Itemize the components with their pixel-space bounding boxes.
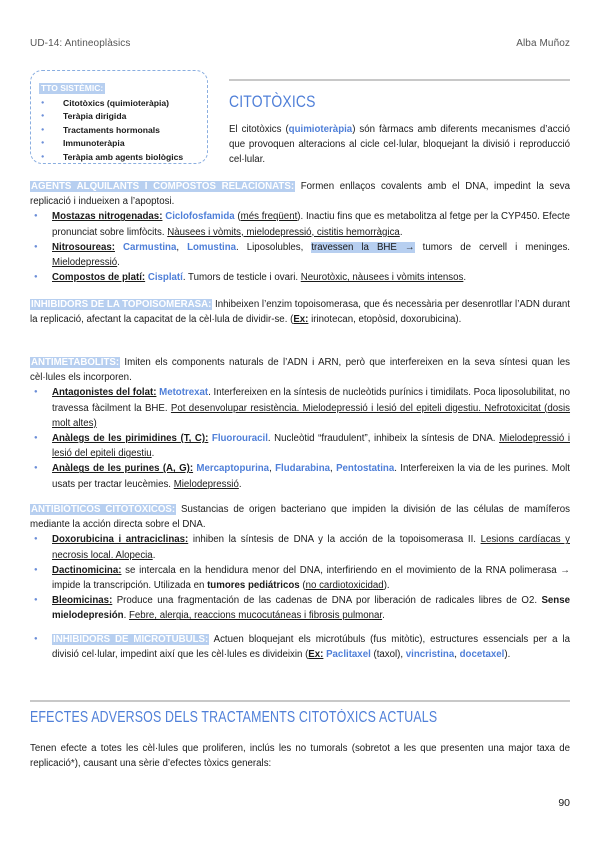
tto-item: ● Immunoteràpia bbox=[39, 137, 201, 150]
header-author: Alba Muñoz bbox=[516, 38, 570, 49]
citotoxics-heading: CITOTÒXICS bbox=[229, 92, 316, 111]
tto-item: ● Citotòxics (quimioteràpia) bbox=[39, 97, 201, 110]
list-item-dactinomicina: ● Dactinomicina: se intercala en la hendidura menor del DNA, interfiriendo en el movimiento de la RNA polimerasa → impide la transcripción. Utilizada en tumores pediátricos (no cardiotoxicidad). bbox=[30, 563, 570, 593]
section-microtubuls bbox=[30, 632, 570, 662]
section-topoisomerasa: INHIBIDORS DE LA TOPOISOMERASA: Inhibeixen l’enzim topoisomerasa, que és necessària per desenrotllar l’ADN durant la replicació, afectant la capacitat de la cèl·lula de dividir-se. (Ex: irinotecan, etopòsid, doxorubicina). bbox=[30, 299, 570, 326]
efectes-text: Tenen efecte a totes les cèl·lules que proliferen, inclús les no tumorals (sobretot a les que presenten una major taxa de replicació*), causant una sèrie d’efectes tòxics generals: bbox=[30, 743, 570, 770]
antimetabolits-list bbox=[30, 385, 570, 491]
keyword-quimioterapia: quimioteràpia bbox=[288, 124, 353, 135]
section-divider bbox=[229, 79, 570, 81]
tto-box-title: TTO SISTÈMIC: bbox=[41, 83, 104, 93]
citotoxics-intro: El citotòxics (quimioteràpia) són fàrmacs amb diferents mecanismes d’acció que provoquen alteracions al cicle cel·lular, bloquejant la divisió i reproducció cel·lular. bbox=[229, 124, 570, 166]
tto-sistemic-box bbox=[30, 70, 208, 164]
header-course-title: UD-14: Antineoplàsics bbox=[30, 38, 131, 49]
tto-item: ● Tractaments hormonals bbox=[39, 124, 201, 137]
section-tag: ANTIBIÓTICOS CITOTÓXICOS: bbox=[31, 504, 176, 515]
list-item-doxorubicina: ● Doxorubicina i antraciclinas: inhiben la síntesis de DNA y la acción de la topoisomerasa II. Lesions cardíacas y necrosis local. Alopecia. bbox=[30, 532, 570, 562]
antibiotics-list bbox=[30, 532, 570, 623]
tto-list bbox=[39, 97, 201, 164]
list-item-folat: ● Antagonistes del folat: Metotrexat. Interfereixen en la síntesis de nucleòtids purínics i timidilats. Poca liposolubilitat, no travessa fàcilment la BHE. Pot desenvolupar resistència. Mielodepressió i lesió del epiteli digestiu. Nefrotoxicitat (dosis molt altes) bbox=[30, 385, 570, 431]
section-tag: INHIBIDORS DE LA TOPOISOMERASA: bbox=[31, 299, 212, 310]
list-item-purines: ● Anàlegs de les purines (A, G): Mercaptopurina, Fludarabina, Pentostatina. Interfereixen la via de les purines. Molt usats per tractar leucèmies. Mielodepressió. bbox=[30, 461, 570, 491]
alquilants-list bbox=[30, 209, 570, 285]
list-item-mostazas: ● Mostazas nitrogenadas: Ciclofosfamida (més freqüent). Inactiu fins que es metabolitza al fetge per la CYP450. Efecte pronunciat sobre limfòcits. Nàusees i vòmits, mielodepressió, cistitis hemorràgica. bbox=[30, 209, 570, 239]
section-antimetabolits: ANTIMETABOLITS: Imiten els components naturals de l’ADN i ARN, però que interfereixen en la seva síntesi quan les cèl·lules els incorporen. ● Antagonistes del folat: Metotrexat. Interfereixen en la síntesis de nucleòtids purínics i timidilats. Poca liposolubilitat, no travessa fàcilment la BHE. Pot desenvolupar resistència. Mielodepressió i lesió del epiteli digestiu. Nefrotoxicitat (dosis molt altes) ● Anàlegs de les pirimidines (T, C): Fluorouracil. Nucleòtid “fraudulent”, inhibeix la síntesis de DNA. Mielodepressió i lesió del epiteli digestiu. ● Anàlegs de les purines (A, G): Mercaptopurina, Fludarabina, Pentostatina. Interfereixen la via de les purines. Molt usats per tractar leucèmies. Mielodepressió. bbox=[30, 355, 570, 492]
section-divider bbox=[30, 700, 570, 702]
list-item-pirimidines: ● Anàlegs de les pirimidines (T, C): Fluorouracil. Nucleòtid “fraudulent”, inhibeix la síntesis de DNA. Mielodepressió i lesió del epiteli digestiu. bbox=[30, 431, 570, 461]
page-number: 90 bbox=[558, 797, 570, 809]
efectes-heading: EFECTES ADVERSOS DELS TRACTAMENTS CITOTÒXICS ACTUALS bbox=[30, 709, 438, 726]
section-alquilants: AGENTS ALQUILANTS I COMPOSTOS RELACIONATS: Formen enllaços covalents amb el DNA, impedint la seva replicació i indueixen a l’apoptosi. ● Mostazas nitrogenadas: Ciclofosfamida (més freqüent). Inactiu fins que es metabolitza al fetge per la CYP450. Efecte pronunciat sobre limfòcits. Nàusees i vòmits, mielodepressió, cistitis hemorràgica. ● Nitrosoureas: Carmustina, Lomustina. Liposolubles, travessen la BHE → tumors de cervell i meninges. Mielodepressió. ● Compostos de platí: Cisplatí. Tumors de testicle i ovari. Neurotòxic, nàusees i vòmits intensos. bbox=[30, 179, 570, 285]
section-antibiotics: ANTIBIÓTICOS CITOTÓXICOS: Sustancias de origen bacteriano que impiden la división de las células de mamíferos mediante la acción directa sobre el DNA. ● Doxorubicina i antraciclinas: inhiben la síntesis de DNA y la acción de la topoisomerasa II. Lesions cardíacas y necrosis local. Alopecia. ● Dactinomicina: se intercala en la hendidura menor del DNA, interfiriendo en el movimiento de la RNA polimerasa → impide la transcripción. Utilizada en tumores pediátricos (no cardiotoxicidad). ● Bleomicinas: Produce una fragmentación de las cadenas de DNA por liberación de radicales libres de O2. Sense mielodepresión. Febre, alergia, reaccions mucocutáneas i fibrosis pulmonar. bbox=[30, 502, 570, 624]
list-item-microtubuls: ● INHIBIDORS DE MICROTÚBULS: Actuen bloquejant els microtúbuls (fus mitòtic), estructures essencials per a la divisió cel·lular, impedint així que les cèl·lules es divideixin (Ex: Paclitaxel (taxol), vincristina, docetaxel). bbox=[30, 632, 570, 662]
list-item-nitrosoureas: ● Nitrosoureas: Carmustina, Lomustina. Liposolubles, travessen la BHE → tumors de cervell i meninges. Mielodepressió. bbox=[30, 240, 570, 270]
list-item-bleomicinas: ● Bleomicinas: Produce una fragmentación de las cadenas de DNA por liberación de radicales libres de O2. Sense mielodepresión. Febre, alergia, reaccions mucocutáneas i fibrosis pulmonar. bbox=[30, 593, 570, 623]
tto-item: ● Teràpia dirigida bbox=[39, 110, 201, 123]
section-tag: INHIBIDORS DE MICROTÚBULS: bbox=[53, 634, 209, 645]
section-tag: AGENTS ALQUILANTS I COMPOSTOS RELACIONATS: bbox=[31, 181, 295, 192]
tto-item: ● Teràpia amb agents biològics bbox=[39, 151, 201, 164]
list-item-platins: ● Compostos de platí: Cisplatí. Tumors de testicle i ovari. Neurotòxic, nàusees i vòmits intensos. bbox=[30, 270, 570, 285]
section-tag: ANTIMETABOLITS: bbox=[31, 357, 120, 368]
